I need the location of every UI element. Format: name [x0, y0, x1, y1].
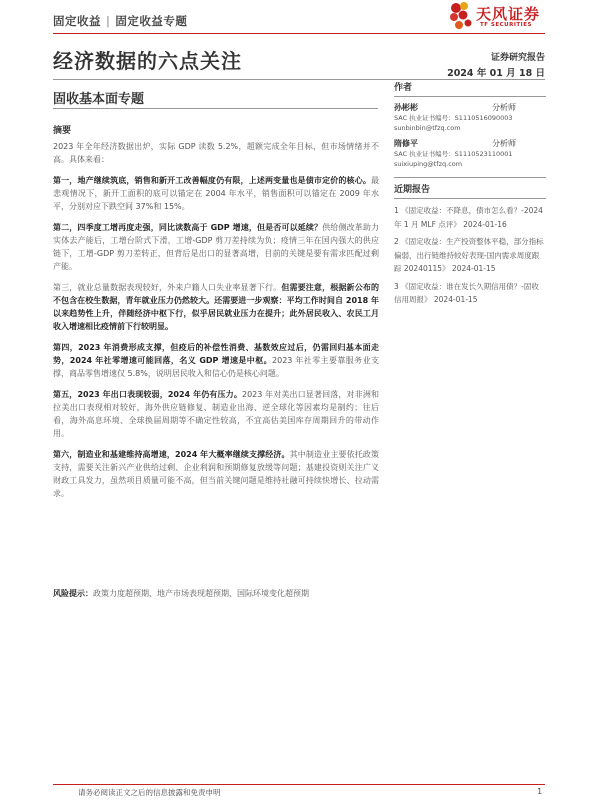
logo-subtext: TF SECURITIES — [480, 22, 532, 28]
paragraph-1-lead: 第一，地产继续筑底，销售和新开工改善幅度仍有限，上述两变量也是债市定价的核心。 — [53, 176, 371, 185]
risk-warning — [53, 588, 393, 599]
analyst-name: 孙彬彬 — [394, 103, 418, 112]
report-date: 2024 年 01 月 18 日 — [447, 68, 545, 79]
page-number: 1 — [537, 787, 542, 796]
header-divider — [53, 33, 545, 34]
analyst-cert: SAC 执业证书编号：S1110516090003 — [394, 114, 513, 122]
header-section-label: 固定收益专题 — [115, 14, 188, 28]
logo-text: 天风证券 — [476, 5, 541, 23]
paragraph-6-body: 其中制造业主要依托政策支持，需要关注新兴产业供给过剩、企业利润和预期修复放缓等问题；基建投资则关注广义财政工具发力，虽然项目质量可能不高，但当前关键问题是维持社融可持续快增长、拉动需求。 — [53, 450, 379, 498]
paragraph-2-body: 供给侧改革助力实体去产能后，工增台阶式下滑，工增-GDP 剪刀差持续为负；疫情三年在国内强大的供应链下，工增-GDP 剪刀差转正，但背后是出口的显著高增，目前的关键是要有需求匹配过剩产能。 — [53, 223, 380, 271]
authors-heading: 作者 — [394, 78, 546, 97]
analyst-row — [394, 139, 546, 149]
paragraph-1 — [53, 174, 379, 213]
analyst-email[interactable]: sunbinbin@tfzq.com — [394, 124, 461, 132]
analyst-name: 隋修平 — [394, 139, 418, 148]
abstract-heading: 摘要 — [53, 126, 72, 136]
paragraph-intro: 2023 年全年经济数据出炉，实际 GDP 读数 5.2%，超额完成全年目标，但市场情绪并不高。具体来看： — [53, 142, 379, 164]
paragraph-6-lead: 第六，制造业和基建维持高增速，2024 年大概率继续支撑经济。 — [53, 450, 290, 459]
page-title: 经济数据的六点关注 — [53, 49, 242, 73]
sidebar — [394, 78, 546, 311]
analyst-card — [394, 103, 546, 133]
paragraph-1-body: 最悲观情况下，新开工面积的底可以锚定在 2004 年水平，销售面积可以锚定在 2009 年水平，分别对应下跌空间 37%和 15%。 — [53, 176, 379, 211]
paragraph-3-lead: 第三，就业总量数据表现较好，外来户籍人口失业率显著下行。 — [53, 283, 282, 292]
paragraph-5-body: 2023 年对美出口显著回落，对非洲和拉美出口表现相对较好，海外供应链修复、制造业出海、逆全球化等因素均是制约；往后看，海外高息环境、全球换届周期等不确定性较高，不宜高估美国库存周期回升的带动作用。 — [53, 390, 379, 438]
risk-label: 风险提示： — [53, 589, 93, 598]
paragraph-4-body: 2023 年社零主要靠服务业支撑，商品零售增速仅 5.8%，说明居民收入和信心仍是核心问题。 — [53, 356, 379, 378]
recent-reports-list — [394, 204, 546, 307]
paragraph-3-body: 但需要注意，根据新公布的不包含在校生数据，青年就业压力仍然较大。还需要进一步观察：平均工作时间自 2018 年以来趋势性上升，伴随经济中枢下行，似乎居民就业压力在提升；此外居民收入、农民工月收入增速相比疫情前下行较明显。 — [53, 283, 380, 331]
header-category-label: 固定收益 — [53, 14, 101, 28]
analyst-cert: SAC 执业证书编号：S1110523110001 — [394, 150, 513, 158]
paragraph-6 — [53, 448, 379, 500]
paragraph-5 — [53, 388, 379, 440]
paragraph-2-lead: 第二，四季度工增再度走强，同比读数高于 GDP 增速，但是否可以延续？ — [53, 223, 323, 232]
subtitle-divider — [53, 108, 378, 109]
recent-report-link[interactable]: 3 《固定收益：谁在发长久期信用债？-固收信用周报》 2024-01-15 — [394, 281, 539, 304]
analyst-card — [394, 139, 546, 169]
paragraph-4-lead: 第四，2023 年消费形成支撑，但疫后的补偿性消费、基数效应过后，仍需回归基本面走势，2024 年社零增速可能回落，名义 GDP 增速是中枢。 — [53, 343, 379, 365]
analyst-email[interactable]: suixiuping@tfzq.com — [394, 160, 463, 168]
abstract-body — [53, 140, 379, 508]
footer-disclaimer: 请务必阅读正文之后的信息披露和免责申明 — [78, 788, 221, 797]
recent-reports-heading: 近期报告 — [394, 177, 546, 199]
footer-divider — [53, 784, 545, 785]
recent-report-link[interactable]: 1 《固定收益：不降息，债市怎么看？-2024 年 1 月 MLF 点评》 2024-01-16 — [394, 206, 543, 229]
header-category — [53, 13, 187, 29]
analyst-role: 分析师 — [492, 103, 516, 112]
risk-text: 政策力度超预期、地产市场表现超预期、国际环境变化超预期 — [93, 589, 309, 598]
recent-report-link[interactable]: 2 《固定收益：生产投资整体平稳，部分指标偏弱，出行链维持较好表现-国内需求周度跟踪 20240115》 2024-01-15 — [394, 237, 544, 273]
paragraph-3 — [53, 281, 379, 333]
report-type: 证券研究报告 — [490, 53, 545, 63]
paragraph-5-lead: 第五，2023 年出口表现较弱，2024 年仍有压力。 — [53, 390, 242, 399]
paragraph-4 — [53, 341, 379, 380]
analyst-row — [394, 103, 546, 113]
analyst-role: 分析师 — [492, 139, 516, 148]
paragraph-2 — [53, 221, 379, 273]
header-separator: | — [106, 14, 111, 28]
report-subtitle: 固收基本面专题 — [53, 92, 145, 107]
